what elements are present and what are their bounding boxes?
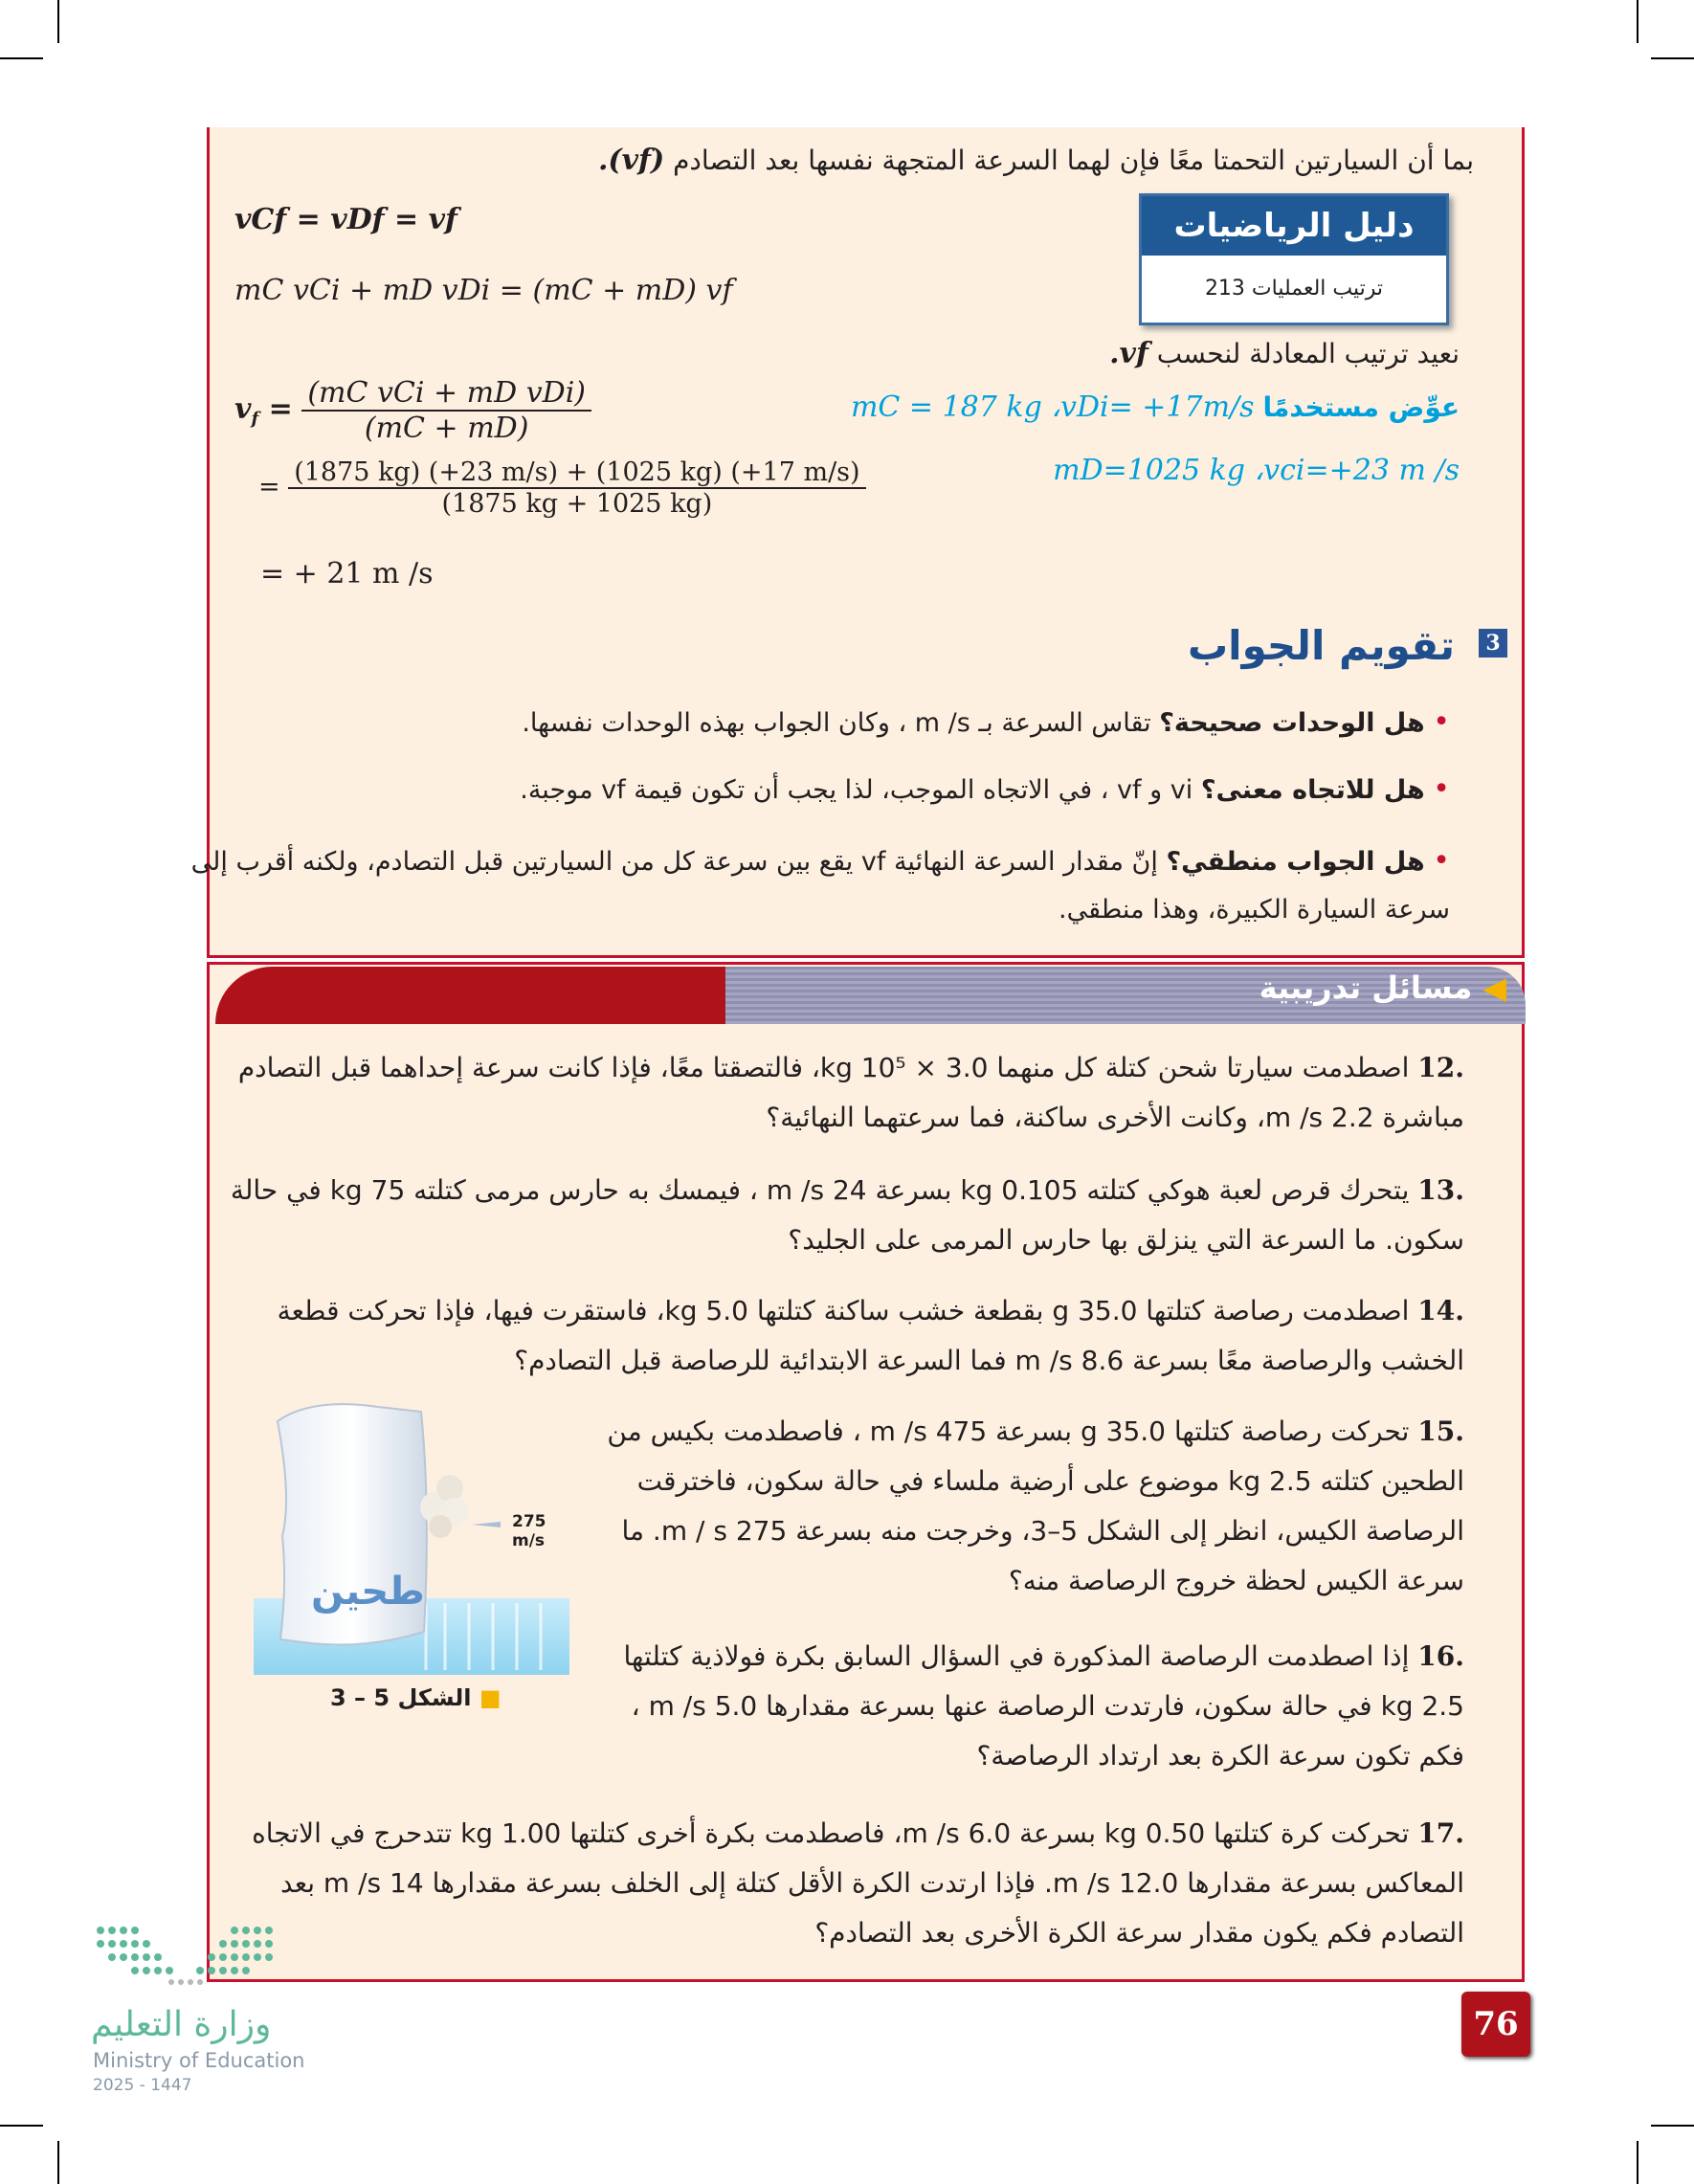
bullet-dot-icon: •	[1433, 844, 1450, 878]
bullet-answer: إنّ مقدار السرعة النهائية vf يقع بين سرعة كل من السيارتين قبل التصادم، ولكنه أقرب إلى سرعة السيارة الكبيرة، وهذا منطقي.	[190, 847, 1450, 925]
fraction-symbolic-denominator: (mC + mD)	[364, 412, 529, 445]
problem-number: .12	[1417, 1052, 1464, 1083]
crop-mark	[1651, 2125, 1694, 2127]
triangle-pointer-icon: ◀	[1482, 969, 1506, 1006]
math-guide-text: ترتيب العمليات 213	[1204, 277, 1384, 301]
result-text: = + 21 m /s	[260, 557, 434, 591]
math-guide-title: دليل الرياضيات	[1142, 196, 1446, 258]
crop-mark	[57, 2141, 59, 2184]
practice-title-text: مسائل تدريبية	[1259, 969, 1473, 1006]
bullet-question: هل الجواب منطقي؟	[1166, 847, 1425, 877]
math-guide-box	[1139, 193, 1449, 325]
section-number: 3	[1479, 629, 1507, 657]
bullet-question: هل للاتجاه معنى؟	[1200, 775, 1425, 805]
problem-16	[603, 1632, 1464, 1781]
ministry-english: Ministry of Education	[93, 2049, 305, 2072]
problem-12	[191, 1043, 1464, 1143]
rearrange-variable: vf.	[1109, 337, 1148, 370]
substitute-line-1	[851, 390, 1460, 424]
evaluate-bullet-3	[177, 837, 1450, 934]
figure-caption-text: الشكل 5 – 3	[330, 1684, 472, 1711]
fraction-numeric-denominator: (1875 kg + 1025 kg)	[441, 489, 713, 519]
fraction-symbolic	[301, 376, 591, 445]
substitute-line-2	[1053, 454, 1460, 487]
figure-caption	[330, 1684, 502, 1711]
problem-number: .13	[1417, 1174, 1464, 1206]
evaluate-bullet-1	[206, 699, 1450, 747]
substitute-values-2: mD=1025 kg ،vci=+23 m /s	[1053, 454, 1460, 487]
problem-text: يتحرك قرص لعبة هوكي كتلته 0.105 kg بسرعة 24 m /s ، فيمسك به حارس مرمى كتلته 75 kg في حالة سكون. ما السرعة التي ينزلق بها حارس المرمى على الجليد؟	[230, 1174, 1464, 1256]
problem-13	[191, 1166, 1464, 1265]
crop-mark	[1637, 2141, 1638, 2184]
equation-2-text: mC vCi + mD vDi = (mC + mD) vf	[234, 274, 733, 307]
intro-text: بما أن السيارتين التحمتا معًا فإن لهما السرعة المتجهة نفسها بعد التصادم	[673, 145, 1474, 176]
bullet-answer: vi و vf ، في الاتجاه الموجب، لذا يجب أن تكون قيمة vf موجبة.	[520, 775, 1193, 805]
crop-mark	[1651, 57, 1694, 59]
vf-symbol: $v_f$ =	[234, 392, 293, 429]
bullet-answer: تقاس السرعة بـ m /s ، وكان الجواب بهذه الوحدات نفسها.	[522, 708, 1151, 738]
substitute-label: عوِّض مستخدمًا	[1262, 391, 1460, 423]
equation-1	[234, 203, 457, 236]
bullet-dot-icon: •	[1433, 772, 1450, 806]
bag-label: طحين	[311, 1570, 425, 1614]
fraction-numeric	[288, 457, 865, 519]
example-intro	[325, 144, 1474, 177]
problem-17	[191, 1809, 1464, 1958]
substitute-values-1: mC = 187 kg ،vDi= +17m/s	[850, 390, 1255, 424]
bullet-dot-icon: •	[1433, 705, 1450, 739]
page-number: 76	[1461, 1992, 1530, 2057]
figure-speed-label: 275 m/s	[512, 1512, 546, 1550]
problem-15	[603, 1407, 1464, 1606]
equation-1-text: vCf = vDf = vf	[234, 203, 457, 236]
rearrange-line	[1109, 337, 1460, 370]
problem-text: اصطدمت رصاصة كتلتها 35.0 g بقطعة خشب ساكنة كتلتها 5.0 kg، فاستقرت فيها، فإذا تحركت قطعة الخشب والرصاصة معًا بسرعة 8.6 m /s فما السرعة الابتدائية للرصاصة قبل التصادم؟	[277, 1295, 1464, 1376]
formula-vf	[234, 376, 591, 445]
crop-mark	[0, 57, 43, 59]
problem-text: تحركت رصاصة كتلتها 35.0 g بسرعة 475 m /s ، فاصطدمت بكيس من الطحين كتلته 2.5 kg موضوع على أرضية ملساء في حالة سكون، فاخترقت الرصاصة الكيس، انظر إلى الشكل 5–3، وخرجت منه بسرعة 275 m / s. ما سرعة الكيس لحظة خروج الرصاصة منه؟	[607, 1415, 1464, 1596]
problem-text: تحركت كرة كتلتها 0.50 kg بسرعة 6.0 m /s، فاصطدمت بكرة أخرى كتلتها 1.00 kg تتدحرج في الاتجاه المعاكس بسرعة مقدارها 12.0 m /s. فإذا ارتدت الكرة الأقل كتلة إلى الخلف بسرعة مقدارها 14 m /s بعد التصادم فكم يكون مقدار سرعة الكرة الأخرى بعد التصادم؟	[252, 1817, 1464, 1949]
figure-flour-bag	[254, 1393, 569, 1680]
caption-square-icon: ■	[479, 1684, 502, 1711]
crop-mark	[1637, 0, 1638, 43]
rearrange-text: نعيد ترتيب المعادلة لنحسب	[1156, 338, 1460, 369]
practice-title	[1259, 969, 1506, 1006]
ministry-logo	[91, 1919, 311, 2005]
intro-variable: (vf).	[597, 144, 665, 177]
fraction-symbolic-numerator: (mC vCi + mD vDi)	[301, 376, 591, 412]
problem-number: .15	[1417, 1415, 1464, 1447]
result-line	[260, 557, 434, 591]
fraction-numeric-numerator: (1875 kg) (+23 m/s) + (1025 kg) (+17 m/s)	[288, 457, 865, 489]
practice-header-red	[215, 967, 727, 1024]
bullet-arrow-icon	[472, 1522, 501, 1527]
evaluate-title: تقويم الجواب	[1187, 622, 1455, 669]
crop-mark	[0, 2125, 43, 2127]
problem-number: .14	[1417, 1295, 1464, 1326]
equation-2	[234, 274, 733, 307]
formula-numeric	[258, 457, 866, 519]
problem-number: .17	[1417, 1817, 1464, 1849]
crop-mark	[57, 0, 59, 43]
bullet-question: هل الوحدات صحيحة؟	[1159, 708, 1425, 738]
ministry-arabic: وزارة التعليم	[91, 2005, 272, 2044]
problem-number: .16	[1417, 1640, 1464, 1672]
problem-14	[191, 1286, 1464, 1386]
ministry-dots-icon	[91, 1919, 311, 2005]
evaluate-bullet-2	[206, 766, 1450, 814]
problem-text: اصطدمت سيارتا شحن كتلة كل منهما 3.0 × 10⁵ kg، فالتصقتا معًا، فإذا كانت سرعة إحداهما قبل التصادم مباشرة 2.2 m /s، وكانت الأخرى ساكنة، فما سرعتهما النهائية؟	[237, 1052, 1464, 1133]
equals-sign: =	[258, 472, 280, 502]
problem-text: إذا اصطدمت الرصاصة المذكورة في السؤال السابق بكرة فولاذية كتلتها 2.5 kg في حالة سكون، فارتدت الرصاصة عنها بسرعة مقدارها 5.0 m /s ، فكم تكون سرعة الكرة بعد ارتداد الرصاصة؟	[623, 1640, 1464, 1772]
ministry-year: 2025 - 1447	[93, 2076, 192, 2095]
